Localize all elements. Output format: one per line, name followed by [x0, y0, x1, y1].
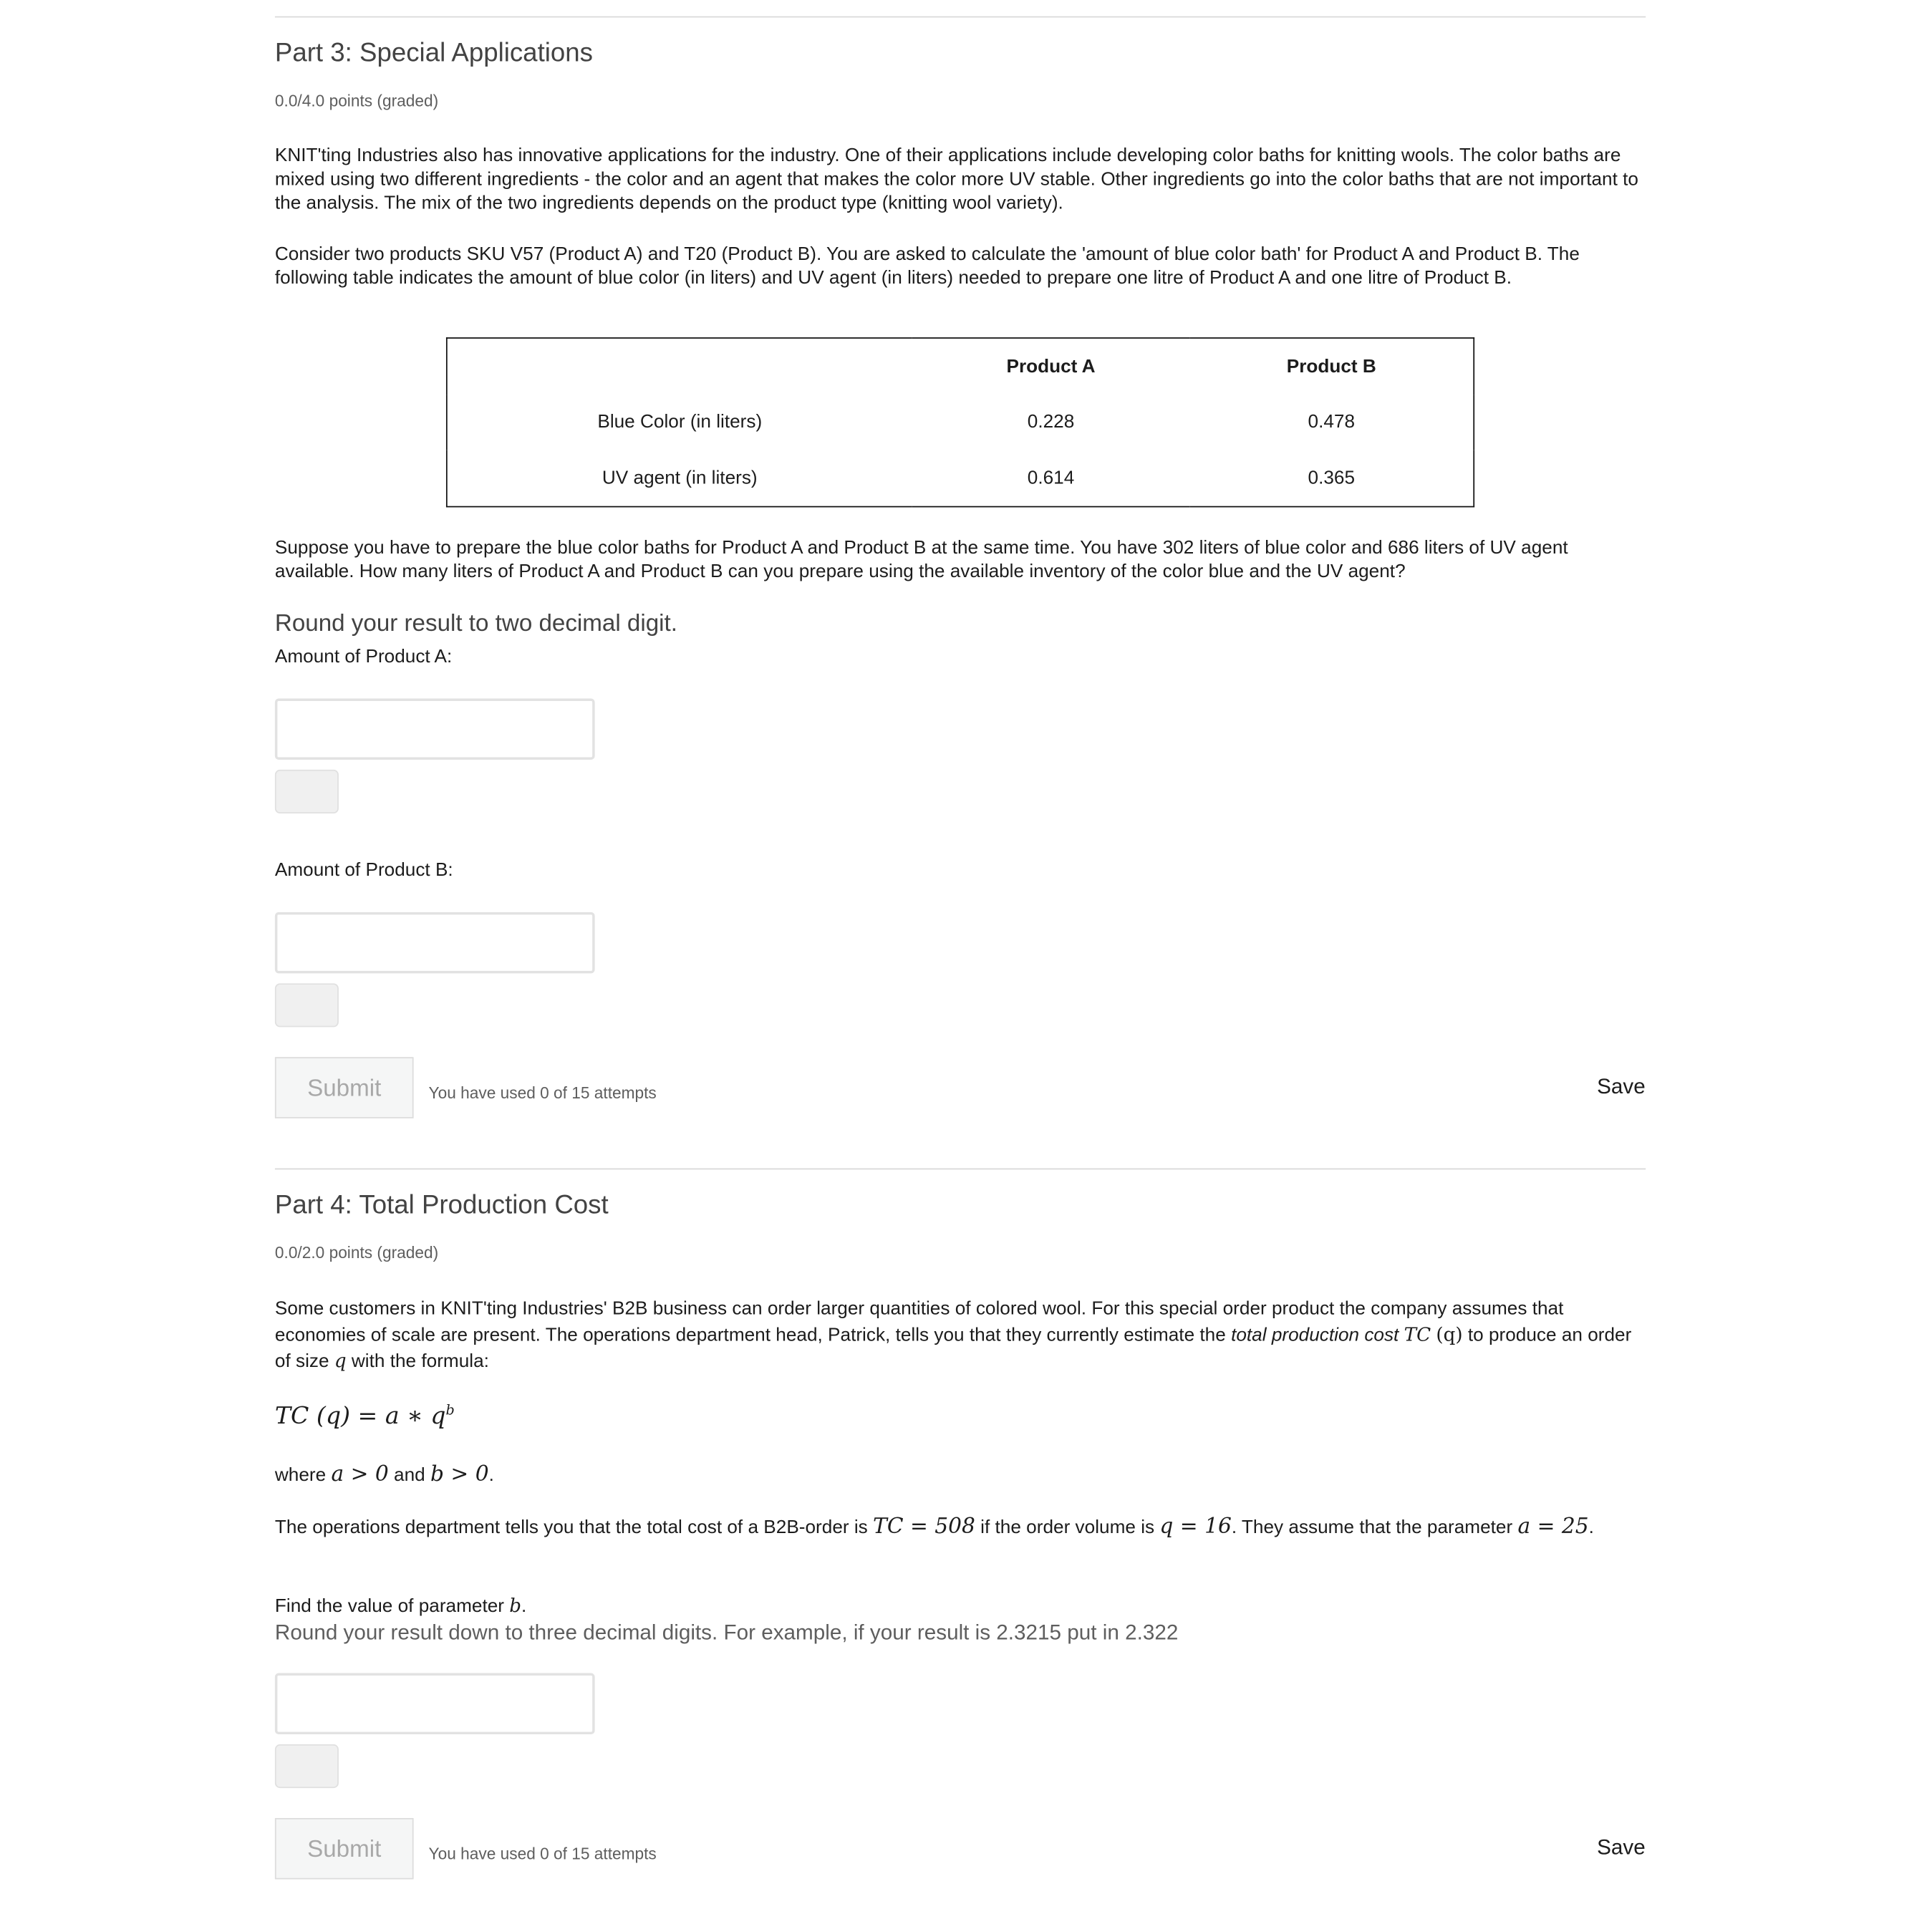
part4-header	[275, 1191, 1646, 1221]
product-a-status	[275, 770, 339, 813]
table-header-cell: Product A	[1006, 356, 1096, 377]
part4-submit-button[interactable]: Submit	[275, 1818, 414, 1880]
find-text: Find the value of parameter	[274, 1595, 510, 1618]
math-tc-value: TC = 508	[873, 1514, 975, 1540]
part3-save-button[interactable]: Save	[1597, 1074, 1646, 1098]
math-b-condition: b > 0	[430, 1461, 489, 1487]
formula	[275, 1402, 1646, 1431]
where-text: and	[388, 1464, 431, 1486]
formula-text: TC (q) = a ∗ q	[274, 1402, 446, 1430]
ops-text: The operations department tells you that the total cost of a B2B-order is	[274, 1517, 874, 1539]
product-b-label: Amount of Product B:	[274, 859, 453, 881]
part4-where	[275, 1462, 1646, 1489]
part3-consider: Consider two products SKU V57 (Product A) and T20 (Product B). You are asked to calculate the 'amount of blue color bath' for Product A and Product B. The following table indicates the amount of blue color (in liters) and UV agent (in liters) needed to prepare one litre of Product A and one litre of Product B.	[274, 243, 1580, 289]
part4-operations	[275, 1514, 1646, 1541]
table-header-cell	[447, 338, 912, 395]
product-a-label: Amount of Product A:	[274, 646, 453, 667]
product-b-status	[275, 983, 339, 1027]
part3-header	[275, 39, 1646, 69]
ops-text: . They assume that the parameter	[1231, 1517, 1518, 1539]
intro-text: Some customers in KNIT'ting Industries' B2B business can order larger quantities of colored wool. For this special order product the company assumes that economies of scale are present. The operations department head, Patrick, tells you that they currently estimate the	[274, 1298, 1564, 1346]
part4-points: 0.0/2.0 points (graded)	[274, 1243, 439, 1262]
table-cell: 0.478	[1308, 411, 1356, 433]
table-row	[447, 395, 1474, 450]
where-text: where	[274, 1464, 332, 1486]
part3-question: Suppose you have to prepare the blue color baths for Product A and Product B at the same time. You have 302 liters of blue color and 686 liters of UV agent available. How many liters of Product A and Product B can you prepare using the available inventory of the color blue and the UV agent?	[274, 537, 1568, 583]
math-tc: TC	[1404, 1323, 1431, 1346]
table-header-cell: Product B	[1286, 356, 1376, 377]
table-header-row	[447, 338, 1474, 395]
find-text: .	[521, 1595, 527, 1618]
math-q-value: q = 16	[1159, 1514, 1232, 1540]
math-q: (q)	[1436, 1323, 1463, 1346]
intro-text: with the formula:	[346, 1350, 489, 1373]
part3-title: Part 3: Special Applications	[274, 39, 593, 68]
where-text: .	[488, 1464, 494, 1486]
ops-text: .	[1588, 1517, 1594, 1539]
math-b: b	[509, 1594, 522, 1618]
parameter-b-input[interactable]	[275, 1673, 595, 1735]
part4-save-button[interactable]: Save	[1597, 1835, 1646, 1860]
ops-text: if the order volume is	[975, 1517, 1160, 1539]
math-q: q	[334, 1349, 347, 1373]
part3-round-note: Round your result to two decimal digit.	[274, 611, 677, 637]
part4-title: Part 4: Total Production Cost	[274, 1190, 609, 1220]
find-b-label	[275, 1595, 1646, 1617]
formula-exponent: b	[445, 1401, 455, 1419]
table-cell: UV agent (in liters)	[602, 467, 758, 489]
table-cell: 0.614	[1027, 467, 1075, 489]
math-a-value: a = 25	[1517, 1514, 1589, 1540]
part4-attempts: You have used 0 of 15 attempts	[428, 1844, 657, 1863]
intro-text: to produce an order of size	[274, 1324, 1632, 1373]
math-a-condition: a > 0	[331, 1461, 389, 1487]
part3-points: 0.0/4.0 points (graded)	[274, 91, 439, 110]
table-cell: 0.365	[1308, 467, 1356, 489]
part3-attempts: You have used 0 of 15 attempts	[428, 1083, 657, 1103]
intro-italic: total production cost	[1231, 1324, 1399, 1346]
section-divider	[275, 1169, 1646, 1170]
table-cell: 0.228	[1027, 411, 1075, 433]
product-a-input[interactable]	[275, 698, 595, 760]
table-row	[447, 450, 1474, 506]
top-divider	[275, 16, 1646, 18]
part3-submit-button[interactable]: Submit	[275, 1057, 414, 1118]
ingredients-table	[446, 337, 1474, 507]
part4-intro	[275, 1296, 1646, 1375]
part3-intro: KNIT'ting Industries also has innovative applications for the industry. One of their applications include developing color baths for knitting wools. The color baths are mixed using two different ingredients - the color and an agent that makes the color more UV stable. Other ingredients go into the color baths that are not important to the analysis. The mix of the two ingredients depends on the product type (knitting wool variety).	[274, 145, 1638, 214]
parameter-b-status	[275, 1744, 339, 1788]
part4-hint: Round your result down to three decimal digits. For example, if your result is 2.3215 put in 2.322	[274, 1620, 1179, 1645]
product-b-input[interactable]	[275, 912, 595, 974]
table-cell: Blue Color (in liters)	[597, 411, 763, 433]
